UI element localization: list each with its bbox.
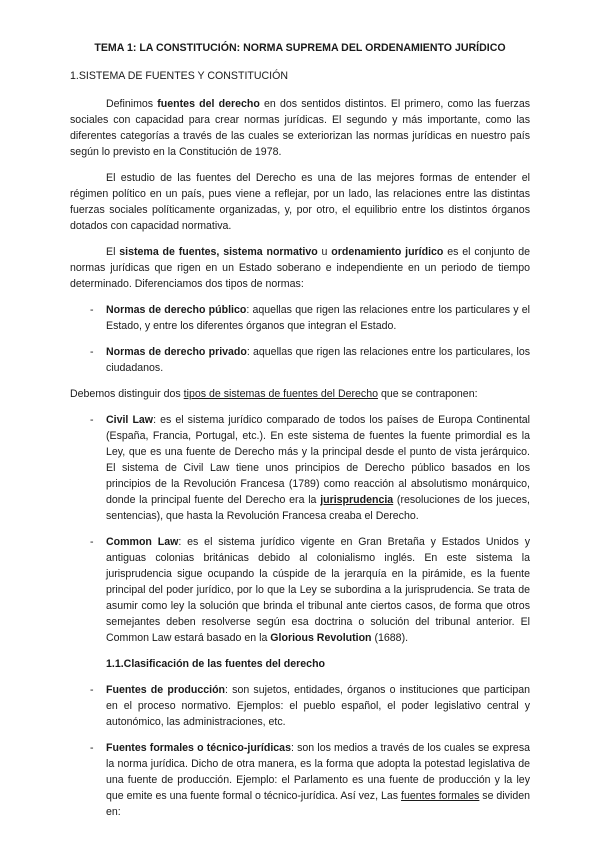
text: : son los medios a través de los cuales se expresa la norma jurídica. Dicho de otra manera, es la forma que adopta la potestad legislativa de una fuente de producción. Ejemplo: el Parlamento es una fuente de producción y la ley que emite es una fuente formal o técnico-jurídica. Así vez, Las (106, 742, 531, 802)
term-glorious-revolution: Glorious Revolution (270, 632, 372, 644)
list-dash: - (90, 304, 94, 316)
text: u (317, 246, 332, 258)
section-heading: 1.SISTEMA DE FUENTES Y CONSTITUCIÓN (70, 70, 288, 82)
text: que se contraponen: (378, 388, 478, 400)
list-dash: - (90, 414, 94, 426)
list-item-derecho-privado (70, 344, 530, 376)
term-jurisprudencia: jurisprudencia (320, 494, 394, 506)
list-item-derecho-publico (70, 302, 530, 334)
term-fuentes-formales: Fuentes formales o técnico-jurídicas (106, 742, 291, 754)
term-ordenamiento-juridico: ordenamiento jurídico (331, 246, 444, 258)
term-derecho-publico: Normas de derecho público (106, 304, 247, 316)
underlined-text: tipos de sistemas de fuentes del Derecho (183, 388, 378, 400)
term-civil-law: Civil Law (106, 414, 154, 426)
text: : aquellas que rigen las relaciones entre los particulares, los ciudadanos. (106, 346, 531, 374)
paragraph-fuentes-definicion (70, 96, 530, 160)
term-fuentes-del-derecho: fuentes del derecho (157, 98, 260, 110)
text: : es el sistema jurídico vigente en Gran Bretaña y Estados Unidos y antiguas colonias británicas debido al colonialismo inglés. En este sistema la jurisprudencia sigue ocupando la cúspide de la jerarquía en la pirámide, es la fuente principal del poder jurídico, por lo que la Ley se subordina a la jurisprudencia. Se trata de asumir como ley la solución que brinda el tribunal ante ciertos casos, de forma que otros semejantes deben resolverse según esa doctrina o solución del tribunal anterior. El Common Law estará basado en la (106, 536, 530, 644)
term-sistema-de-fuentes: sistema de fuentes, sistema normativo (119, 246, 318, 258)
paragraph-tipos-sistemas (70, 386, 530, 402)
list-item-fuentes-produccion (70, 682, 530, 730)
list-dash: - (90, 742, 94, 754)
text: : aquellas que rigen las relaciones entre los particulares y el Estado, y entre los diferentes órganos que integran el Estado. (106, 304, 530, 332)
text: Definimos (106, 98, 158, 110)
term-derecho-privado: Normas de derecho privado (106, 346, 247, 358)
text: Debemos distinguir dos (70, 388, 184, 400)
list-dash: - (90, 684, 94, 696)
list-dash: - (90, 346, 94, 358)
list-dash: - (90, 536, 94, 548)
text: es el conjunto de normas jurídicas que rigen en un Estado soberano e independiente en un periodo de tiempo determinado. Diferenciamos dos tipos de normas: (70, 246, 531, 290)
list-item-common-law (70, 534, 530, 646)
text: : son sujetos, entidades, órganos o instituciones que participan en el proceso normativo. Ejemplos: el pueblo español, el poder legislativo central y autonómico, las administraciones, etc. (106, 684, 530, 728)
list-item-civil-law (70, 412, 530, 524)
text: en dos sentidos distintos. El primero, como las fuerzas sociales con capacidad para crear normas jurídicas. El segundo y más importante, como las diferentes categorías a través de las cuales se exteriorizan las normas jurídicas en nuestro país según lo previsto en la Constitución de 1978. (70, 98, 531, 158)
term-fuentes-produccion: Fuentes de producción (106, 684, 226, 696)
paragraph-sistema-fuentes (70, 244, 530, 292)
list-item-fuentes-formales (70, 740, 530, 820)
page-title: TEMA 1: LA CONSTITUCIÓN: NORMA SUPREMA DEL ORDENAMIENTO JURÍDICO (94, 42, 506, 54)
underlined-text: fuentes formales (401, 790, 480, 802)
text: (1688). (371, 632, 409, 644)
text: : es el sistema jurídico comparado de todos los países de Europa Continental (España, Francia, Portugal, etc.). En este sistema de fuentes la fuente primordial es la Ley, que es una fuente de Derecho más y la principal desde el punto de vista jerárquico. El sistema de Civil Law tiene unos principios de Derecho público basados en los principios de la Revolución Francesa (1789) como reacción al absolutismo monárquico, donde la principal fuente del Derecho era la (106, 414, 531, 506)
text: se dividen en: (106, 790, 531, 818)
subsection-heading: 1.1.Clasificación de las fuentes del derecho (106, 658, 326, 670)
text: (resoluciones de los jueces, sentencias), que hasta la Revolución Francesa creaba el Derecho. (106, 494, 530, 522)
paragraph-estudio-fuentes: El estudio de las fuentes del Derecho es una de las mejores formas de entender el régimen político en un país, pues viene a reflejar, por un lado, las relaciones entre las distintas fuerzas sociales políticamente organizadas, y, por otro, el equilibrio entre los distintos órganos dotados con capacidad normativa. (70, 172, 530, 232)
text: El (106, 246, 120, 258)
term-common-law: Common Law (106, 536, 179, 548)
